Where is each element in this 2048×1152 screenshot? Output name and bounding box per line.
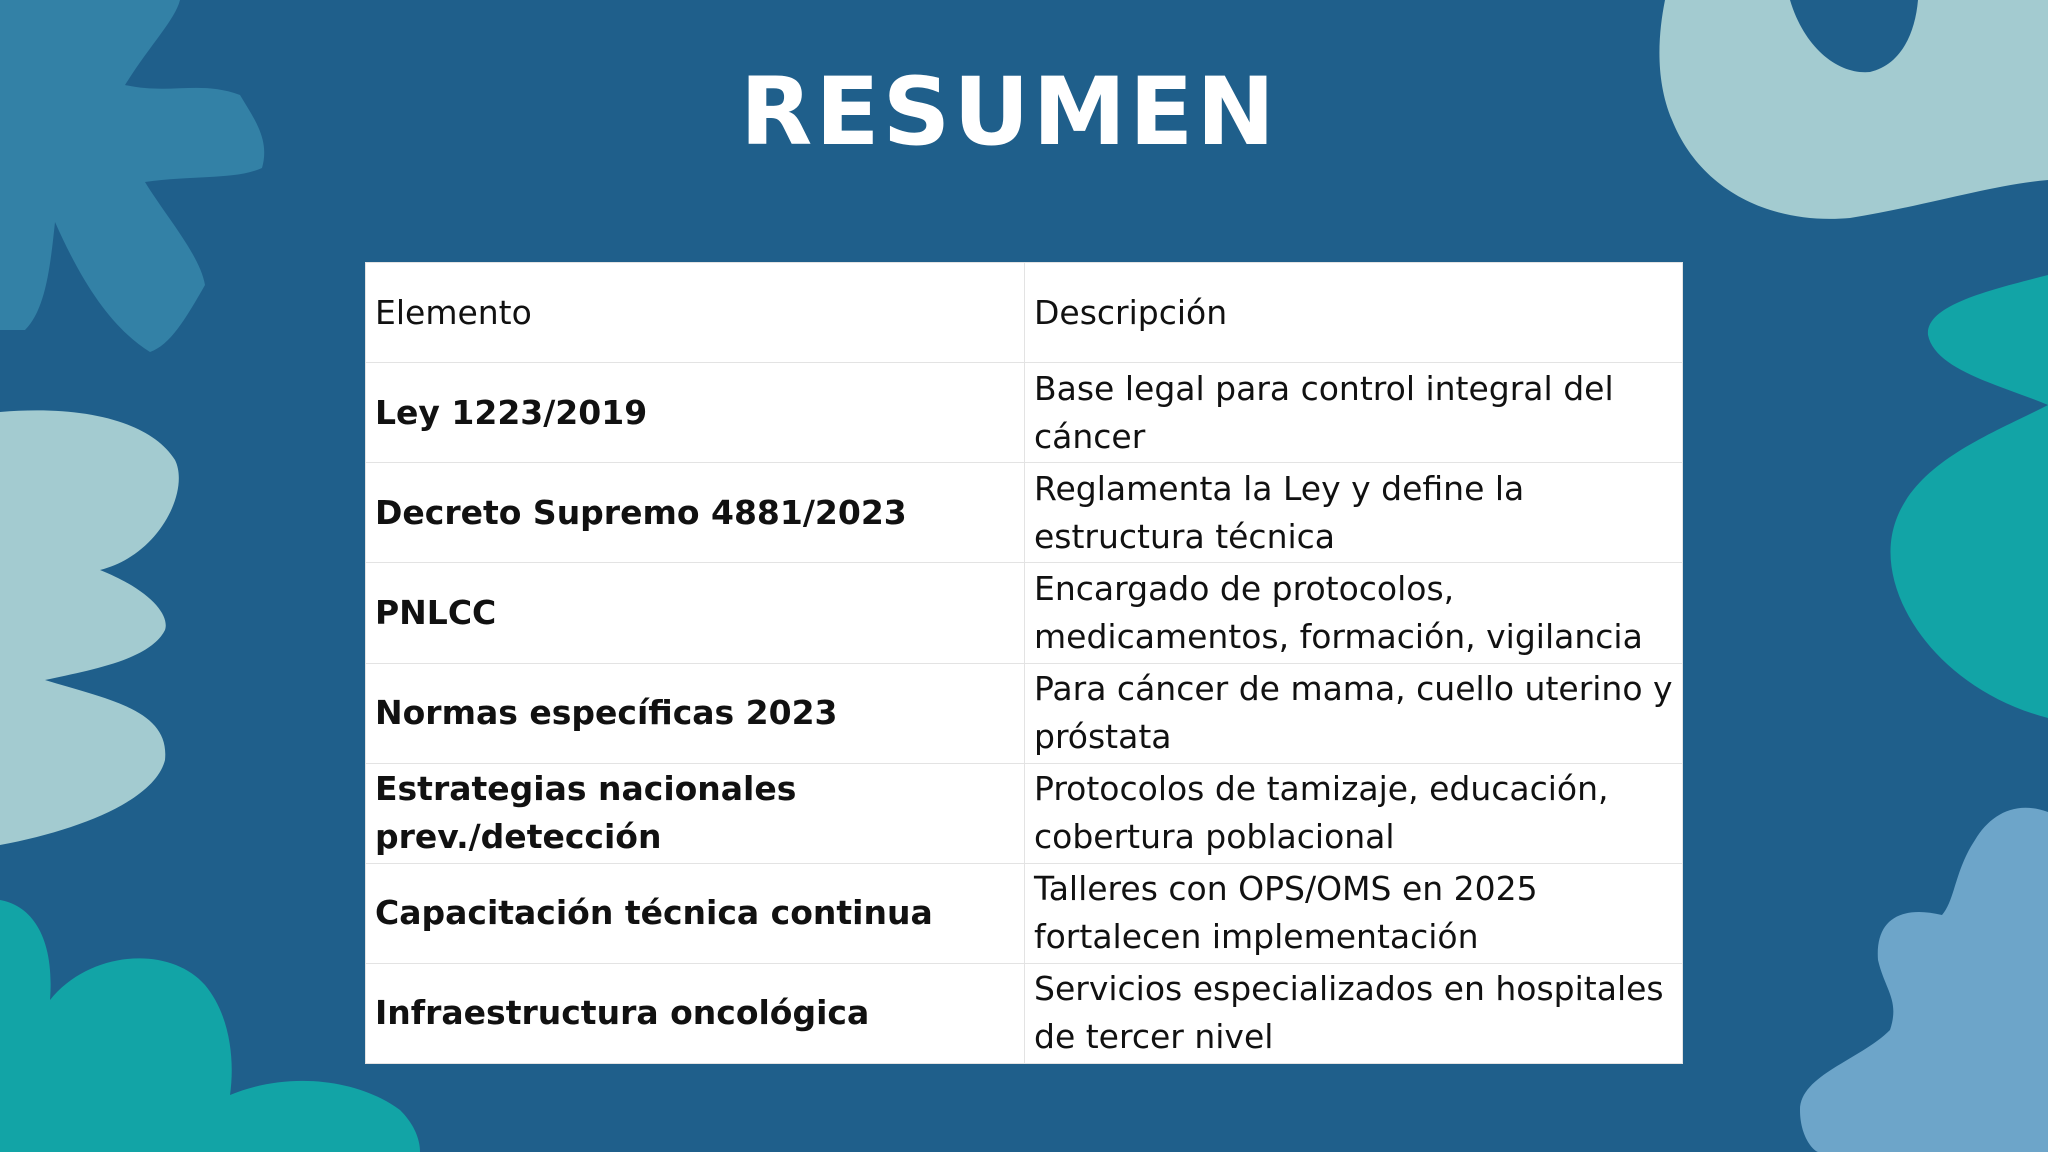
left-blob-shape [0,410,179,845]
header-descripcion: Descripción [1025,263,1683,363]
table-row [366,463,1683,563]
bottom-left-blob-shape [0,900,420,1152]
table-row [366,763,1683,863]
element-cell: Estrategias nacionales prev./detección [366,763,1025,863]
element-cell: Capacitación técnica continua [366,863,1025,963]
element-cell: PNLCC [366,563,1025,663]
element-cell: Normas específicas 2023 [366,663,1025,763]
top-left-flower-shape [0,0,264,352]
description-cell: Encargado de protocolos, medicamentos, formación, vigilancia [1025,563,1683,663]
right-blob-shape [1890,275,2048,718]
table-header-row [366,263,1683,363]
table-row [366,563,1683,663]
summary-table [365,262,1683,1064]
element-cell: Infraestructura oncológica [366,963,1025,1063]
table-row [366,863,1683,963]
description-cell: Para cáncer de mama, cuello uterino y próstata [1025,663,1683,763]
table-row [366,363,1683,463]
description-cell: Reglamenta la Ley y define la estructura técnica [1025,463,1683,563]
element-cell: Decreto Supremo 4881/2023 [366,463,1025,563]
description-cell: Protocolos de tamizaje, educación, cobertura poblacional [1025,763,1683,863]
table-row [366,963,1683,1063]
summary-table-container [365,262,1683,1064]
description-cell: Talleres con OPS/OMS en 2025 fortalecen implementación [1025,863,1683,963]
table-row [366,663,1683,763]
element-cell: Ley 1223/2019 [366,363,1025,463]
description-cell: Servicios especializados en hospitales de tercer nivel [1025,963,1683,1063]
description-cell: Base legal para control integral del cáncer [1025,363,1683,463]
slide-title: RESUMEN [739,58,1279,167]
header-elemento: Elemento [366,263,1025,363]
bottom-right-blob-shape [1800,808,2048,1152]
